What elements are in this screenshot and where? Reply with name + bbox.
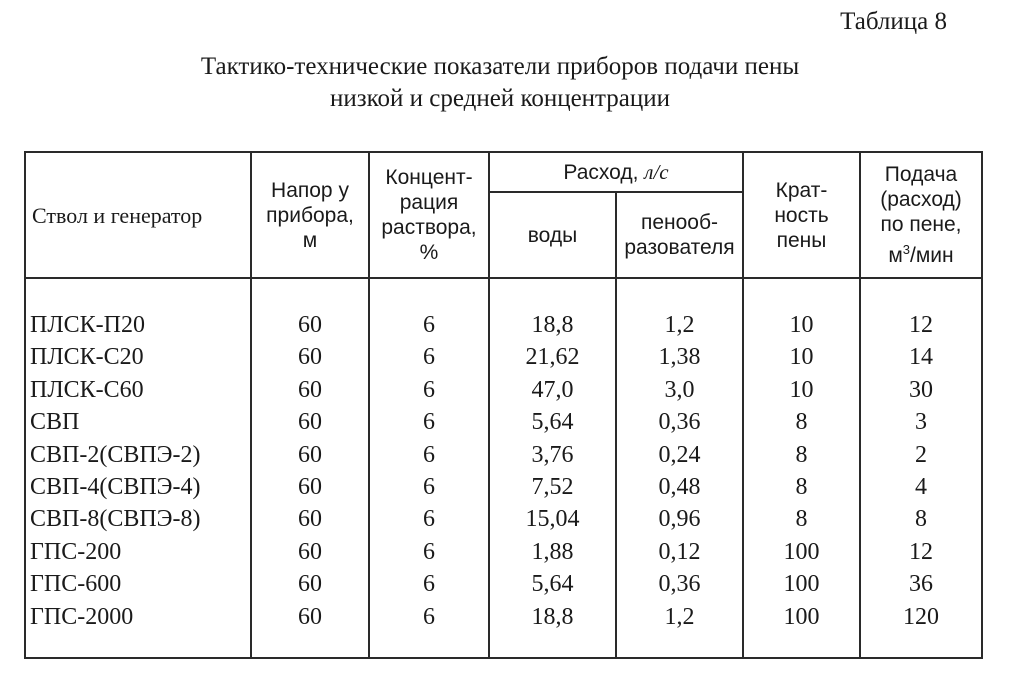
cell-foaming-agent: 0,48 — [658, 473, 701, 500]
cell-foam-supply: 14 — [909, 344, 933, 371]
header-pressure: Напор у прибора, м — [251, 152, 369, 278]
cell-foaming-agent: 0,36 — [658, 409, 701, 436]
cell-pressure: 60 — [298, 473, 322, 500]
cell-concentration: 6 — [423, 506, 435, 533]
column-name — [25, 278, 251, 658]
header-expansion: Крат- ность пены — [743, 152, 860, 278]
cell-foaming-agent: 1,2 — [664, 312, 695, 338]
cell-water: 15,04 — [525, 506, 580, 533]
cell-concentration: 6 — [423, 603, 435, 630]
cell-concentration: 6 — [423, 538, 435, 565]
cell-foaming-agent: 3,0 — [664, 376, 695, 403]
cell-pressure: 60 — [298, 571, 322, 598]
cell-water: 3,76 — [531, 441, 574, 468]
cell-water: 47,0 — [531, 376, 574, 403]
cell-name: СВП-8(СВПЭ-8) — [30, 506, 201, 533]
column-foaming-agent — [616, 278, 743, 658]
header-name: Ствол и генератор — [25, 152, 251, 278]
cell-foaming-agent: 0,96 — [658, 506, 701, 533]
table-title-line-1: Тактико-технические показатели приборов подачи пены — [200, 53, 800, 80]
cell-concentration: 6 — [423, 473, 435, 500]
cell-foam-supply: 2 — [915, 441, 927, 468]
cell-name: ГПС-2000 — [30, 603, 134, 630]
cell-name: СВП-2(СВПЭ-2) — [30, 441, 201, 468]
cell-foaming-agent: 1,2 — [664, 603, 695, 630]
cell-foam-supply: 3 — [915, 409, 927, 436]
header-foam-supply: Подача (расход) по пене, $м^3$/мин — [860, 152, 982, 278]
cell-pressure: 60 — [298, 538, 322, 565]
header-water: воды — [489, 192, 616, 278]
cell-expansion: 10 — [789, 344, 814, 371]
cell-expansion: 8 — [795, 473, 808, 500]
cell-foam-supply: 30 — [909, 376, 933, 403]
cell-expansion: 8 — [795, 441, 808, 468]
header-flow-group: Расход, л/с — [489, 152, 743, 192]
column-pressure — [251, 278, 369, 658]
cell-foam-supply: 12 — [909, 538, 933, 565]
cell-foam-supply: 120 — [903, 603, 939, 630]
foam-devices-table — [24, 151, 983, 659]
cell-foaming-agent: 1,38 — [658, 344, 701, 371]
cell-foam-supply: 8 — [915, 506, 927, 533]
cell-pressure: 60 — [298, 409, 322, 436]
table-number: Таблица 8 — [840, 8, 947, 35]
cell-expansion: 100 — [783, 538, 820, 565]
cell-name: ГПС-200 — [30, 538, 122, 565]
column-water — [489, 278, 616, 658]
cell-foaming-agent: 0,12 — [658, 538, 701, 565]
cell-water: 18,8 — [531, 312, 574, 338]
cell-concentration: 6 — [423, 441, 435, 468]
cell-water: 7,52 — [531, 473, 574, 500]
cell-water: 5,64 — [531, 571, 574, 598]
column-foam-supply — [860, 278, 982, 658]
cell-expansion: 100 — [783, 603, 820, 630]
cell-foam-supply: 12 — [909, 312, 933, 338]
cell-foam-supply: 36 — [909, 571, 933, 598]
column-concentration — [369, 278, 489, 658]
cell-concentration: 6 — [423, 312, 435, 338]
cell-name: ГПС-600 — [30, 571, 122, 598]
cell-pressure: 60 — [298, 603, 322, 630]
cell-expansion: 10 — [789, 376, 814, 403]
cell-concentration: 6 — [423, 376, 435, 403]
cell-water: 5,64 — [531, 409, 574, 436]
cell-concentration: 6 — [423, 344, 435, 371]
cell-name: ПЛСК-С20 — [30, 344, 144, 371]
cell-pressure: 60 — [298, 506, 322, 533]
cell-foaming-agent: 0,36 — [658, 571, 701, 598]
column-expansion — [743, 278, 860, 658]
header-concentration: Концент- рация раствора, % — [369, 152, 489, 278]
cell-name: СВП-4(СВПЭ-4) — [30, 473, 201, 500]
cell-name: ПЛСК-С60 — [30, 376, 144, 403]
cell-water: 1,88 — [531, 538, 574, 565]
cell-concentration: 6 — [423, 409, 435, 436]
header-foaming-agent: пенооб- разователя — [616, 192, 743, 278]
cell-expansion: 10 — [789, 312, 814, 338]
cell-name: ПЛСК-П20 — [30, 312, 145, 338]
cell-foaming-agent: 0,24 — [658, 441, 701, 468]
cell-water: 21,62 — [525, 344, 580, 371]
cell-water: 18,8 — [531, 603, 574, 630]
cell-expansion: 8 — [795, 409, 808, 436]
cell-pressure: 60 — [298, 312, 322, 338]
cell-pressure: 60 — [298, 441, 322, 468]
cell-pressure: 60 — [298, 376, 322, 403]
cell-name: СВП — [30, 409, 80, 436]
cell-expansion: 8 — [795, 506, 808, 533]
cell-foam-supply: 4 — [915, 473, 927, 500]
cell-expansion: 100 — [783, 571, 820, 598]
cell-pressure: 60 — [298, 344, 322, 371]
table-body — [25, 278, 982, 658]
cell-concentration: 6 — [423, 571, 435, 598]
table-title-line-2: низкой и средней концентрации — [329, 85, 671, 112]
